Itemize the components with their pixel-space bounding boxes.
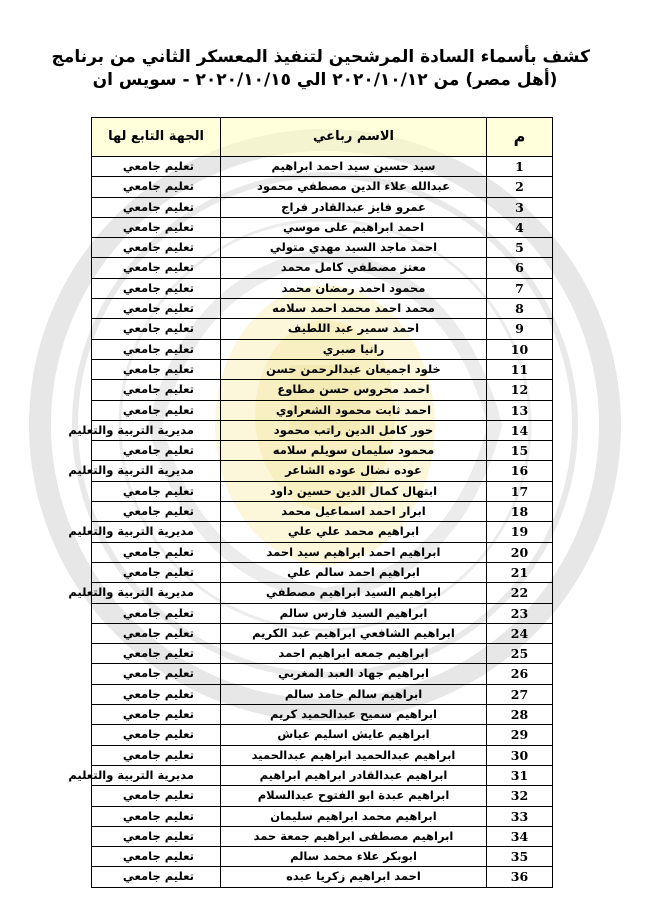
row-name: ابراهيم سميح عبدالحميد كريم [221,705,487,725]
row-name: ابراهيم عايش اسليم عياش [221,725,487,745]
row-number: 21 [487,562,553,582]
row-dept: تعليم جامعي [92,786,221,806]
table-row [92,197,553,217]
row-dept: تعليم جامعي [92,217,221,237]
row-dept: مديرية التربية والتعليم [92,461,221,481]
row-number: 1 [487,157,553,177]
row-number: 28 [487,705,553,725]
row-number: 11 [487,359,553,379]
row-name: محمود احمد رمضان محمد [221,278,487,298]
table-row [92,319,553,339]
row-name: عمرو فايز عبدالقادر فراج [221,197,487,217]
row-name: ابراهيم عبدالحميد ابراهيم عبدالحميد [221,745,487,765]
row-dept: تعليم جامعي [92,725,221,745]
row-number: 2 [487,177,553,197]
row-dept: تعليم جامعي [92,359,221,379]
table-row [92,339,553,359]
row-name: ابراهيم احمد ابراهيم سيد احمد [221,542,487,562]
table-row [92,847,553,867]
row-number: 32 [487,786,553,806]
table-row [92,278,553,298]
table-row [92,420,553,440]
row-name: احمد ابراهيم زكريا عبده [221,867,487,887]
row-number: 3 [487,197,553,217]
row-dept: تعليم جامعي [92,826,221,846]
table-row [92,786,553,806]
table-row [92,380,553,400]
row-dept: تعليم جامعي [92,299,221,319]
row-name: احمد ثابت محمود الشعراوي [221,400,487,420]
row-dept: مديرية التربية والتعليم [92,583,221,603]
title-line-2: (أهل مصر) من ٢٠٢٠/١٠/١٢ الي ٢٠٢٠/١٠/١٥ - سويس ان [92,70,558,90]
row-name: خلود اجميعان عبدالرحمن حسن [221,359,487,379]
row-number: 4 [487,217,553,237]
row-number: 26 [487,664,553,684]
row-number: 8 [487,299,553,319]
row-number: 13 [487,400,553,420]
row-number: 35 [487,847,553,867]
table-row [92,177,553,197]
row-number: 31 [487,765,553,785]
table-row [92,238,553,258]
header-row [92,118,553,157]
table-row [92,644,553,664]
row-name: عوده نضال عوده الشاعر [221,461,487,481]
header-number: م [487,118,553,157]
row-dept: مديرية التربية والتعليم [92,420,221,440]
table-row [92,400,553,420]
row-number: 15 [487,441,553,461]
row-dept: تعليم جامعي [92,644,221,664]
table-row [92,441,553,461]
row-number: 34 [487,826,553,846]
row-name: ابراهيم جمعه ابراهيم احمد [221,644,487,664]
row-dept: تعليم جامعي [92,339,221,359]
row-dept: تعليم جامعي [92,542,221,562]
row-number: 6 [487,258,553,278]
row-name: ابراهيم عبدة ابو الفتوح عبدالسلام [221,786,487,806]
row-name: ابوبكر علاء محمد سالم [221,847,487,867]
row-number: 25 [487,644,553,664]
row-dept: تعليم جامعي [92,197,221,217]
table-row [92,258,553,278]
table-row [92,481,553,501]
row-number: 18 [487,502,553,522]
row-name: ابراهيم مصطفى ابراهيم جمعة حمد [221,826,487,846]
row-name: احمد سمير عبد اللطيف [221,319,487,339]
table-row [92,502,553,522]
row-dept: تعليم جامعي [92,684,221,704]
candidates-table [68,117,553,888]
row-number: 29 [487,725,553,745]
row-dept: تعليم جامعي [92,705,221,725]
row-name: معتز مصطفي كامل محمد [221,258,487,278]
table-row [92,461,553,481]
row-number: 33 [487,806,553,826]
row-name: محمود سليمان سويلم سلامه [221,441,487,461]
row-name: ابراهيم الشافعي ابراهيم عبد الكريم [221,623,487,643]
row-number: 36 [487,867,553,887]
row-dept: تعليم جامعي [92,664,221,684]
table-row [92,542,553,562]
row-name: رانيا صبري [221,339,487,359]
document-title [51,46,590,92]
row-dept: تعليم جامعي [92,380,221,400]
row-dept: تعليم جامعي [92,278,221,298]
title-line-1: كشف بأسماء السادة المرشحين لتنفيذ المعسكر الثاني من برنامج [51,47,590,67]
row-dept: تعليم جامعي [92,441,221,461]
row-name: ابراهيم احمد سالم علي [221,562,487,582]
table-row [92,157,553,177]
row-number: 30 [487,745,553,765]
row-number: 20 [487,542,553,562]
row-dept: تعليم جامعي [92,238,221,258]
row-name: حور كامل الدين راتب محمود [221,420,487,440]
row-name: عبدالله علاء الدين مصطفي محمود [221,177,487,197]
row-dept: تعليم جامعي [92,745,221,765]
table-row [92,583,553,603]
table-row [92,359,553,379]
table-row [92,705,553,725]
row-dept: تعليم جامعي [92,157,221,177]
row-number: 24 [487,623,553,643]
table-row [92,664,553,684]
row-name: احمد ماجد السيد مهدي متولي [221,238,487,258]
row-name: ابراهيم السيد فارس سالم [221,603,487,623]
row-name: ابراهيم السيد ابراهيم مصطفي [221,583,487,603]
row-name: ابراهيم جهاد العبد المغربي [221,664,487,684]
table-row [92,684,553,704]
table-row [92,725,553,745]
table-row [92,765,553,785]
row-number: 5 [487,238,553,258]
table-row [92,867,553,887]
row-name: ابراهيم محمد ابراهيم سليمان [221,806,487,826]
row-dept: تعليم جامعي [92,623,221,643]
row-name: ابرار احمد اسماعيل محمد [221,502,487,522]
row-name: سيد حسين سيد احمد ابراهيم [221,157,487,177]
row-number: 22 [487,583,553,603]
row-name: ابراهيم محمد علي علي [221,522,487,542]
row-name: ابراهيم سالم حامد سالم [221,684,487,704]
table-row [92,522,553,542]
row-number: 19 [487,522,553,542]
row-number: 14 [487,420,553,440]
header-name: الاسم رباعي [221,118,487,157]
row-name: احمد ابراهيم على موسي [221,217,487,237]
row-dept: تعليم جامعي [92,847,221,867]
row-number: 17 [487,481,553,501]
table-row [92,826,553,846]
table-row [92,745,553,765]
row-dept: تعليم جامعي [92,806,221,826]
row-name: ابتهال كمال الدين حسين داود [221,481,487,501]
table-row [92,562,553,582]
row-dept: مديرية التربية والتعليم [92,522,221,542]
table-row [92,299,553,319]
row-number: 16 [487,461,553,481]
row-name: احمد محروس حسن مطاوع [221,380,487,400]
row-name: محمد احمد محمد احمد سلامه [221,299,487,319]
row-number: 10 [487,339,553,359]
row-dept: تعليم جامعي [92,258,221,278]
row-dept: مديرية التربية والتعليم [92,765,221,785]
table-row [92,217,553,237]
row-dept: تعليم جامعي [92,867,221,887]
row-dept: تعليم جامعي [92,562,221,582]
row-number: 12 [487,380,553,400]
row-dept: تعليم جامعي [92,319,221,339]
row-name: ابراهيم عبدالقادر ابراهيم ابراهيم [221,765,487,785]
row-number: 7 [487,278,553,298]
row-number: 23 [487,603,553,623]
row-dept: تعليم جامعي [92,177,221,197]
row-dept: تعليم جامعي [92,400,221,420]
table-row [92,806,553,826]
header-dept: الجهة التابع لها [92,118,221,157]
row-dept: تعليم جامعي [92,481,221,501]
table-row [92,603,553,623]
row-number: 27 [487,684,553,704]
row-dept: تعليم جامعي [92,502,221,522]
row-number: 9 [487,319,553,339]
row-dept: تعليم جامعي [92,603,221,623]
table-row [92,623,553,643]
